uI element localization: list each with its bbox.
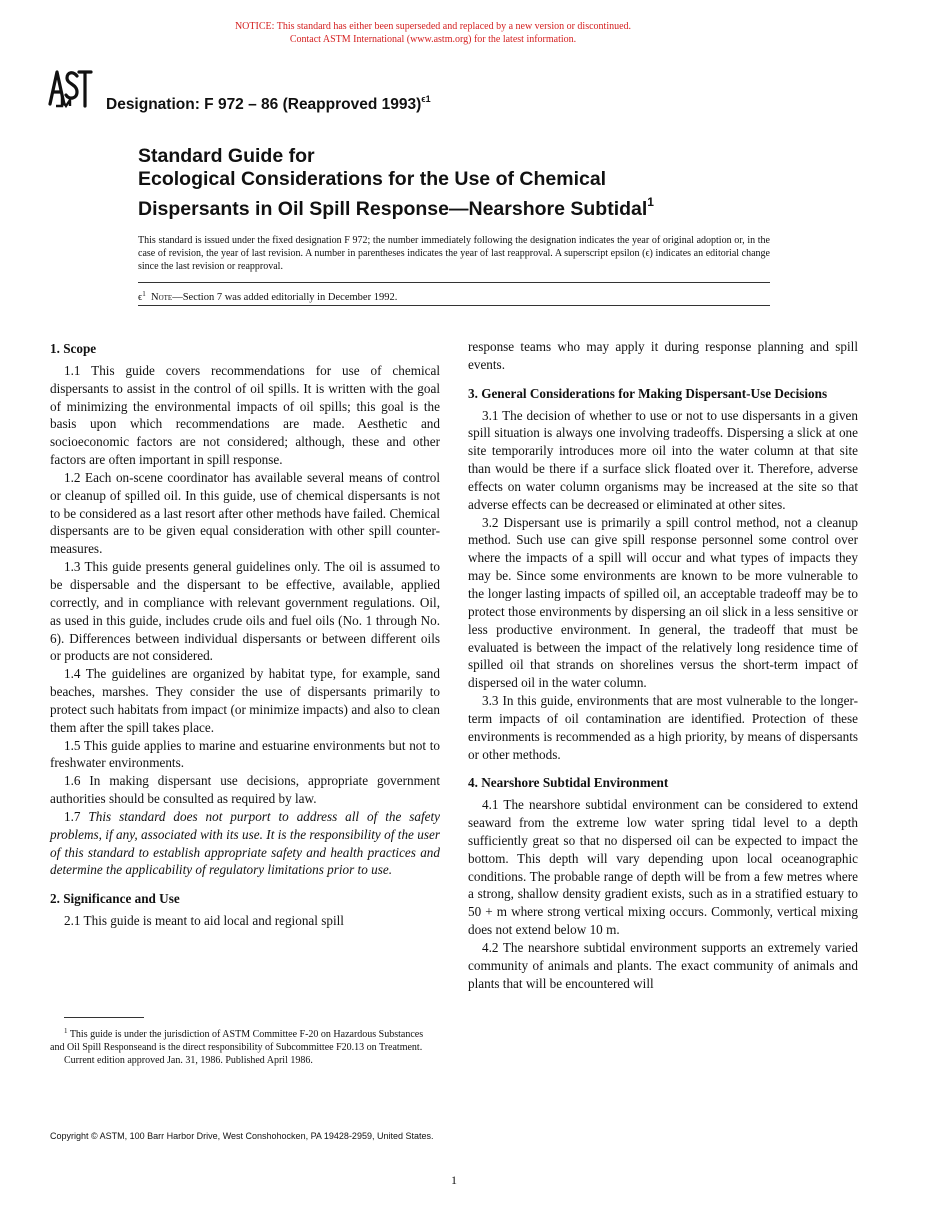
paragraph: 2.1 This guide is meant to aid local and regional spill bbox=[64, 913, 344, 929]
astm-logo-icon bbox=[48, 66, 96, 110]
copyright: Copyright © ASTM, 100 Barr Harbor Drive, West Conshohocken, PA 19428-2959, United States. bbox=[50, 1131, 434, 1141]
safety-caveat: This standard does not purport to address all of the safety problems, if any, associated with its use. It is the responsibility of the user of this standard to establish appropriate safety and health practices and determine the applicability of regulatory limitations prior to use. bbox=[50, 808, 441, 878]
paragraph: 1.1 This guide covers recommendations for use of chemical dispersants to assist in the control of oil spills. It is written with the goal of minimizing the environmental impacts of oil spills; this goal is the basis upon which recommendations are made. Aesthetic and socioeconomic factors are not considered; although, these and other factors are often important in spill response. bbox=[50, 362, 440, 468]
designation bbox=[106, 94, 431, 114]
svg-text:ASTM: ASTM bbox=[72, 80, 75, 81]
footnote-edition: Current edition approved Jan. 31, 1986. Published April 1986. bbox=[64, 1055, 313, 1067]
footnote-divider bbox=[64, 1017, 144, 1018]
right-column bbox=[468, 338, 858, 993]
supersession-notice bbox=[0, 20, 866, 46]
paragraph: response teams who may apply it during response planning and spill events. bbox=[468, 339, 858, 372]
section-heading: 4. Nearshore Subtidal Environment bbox=[468, 775, 669, 791]
paragraph: 1.2 Each on-scene coordinator has available several means of control or cleanup of spilled oil. In this guide, use of chemical dispersants is not to be considered as a last resort after other methods have failed. Chemical dispersants are to be given equal consideration with other spill counter-measures. bbox=[50, 469, 440, 557]
note-sup: 1 bbox=[142, 290, 146, 298]
note-label: Note bbox=[151, 292, 173, 303]
paragraph: 4.1 The nearshore subtidal environment can be considered to extend seaward from the extreme low water spring tidal level to a depth sufficiently great so that no dispersed oil can be expected to impact the bottom. This depth will vary depending upon local oceanographic conditions. The probable range of depth will be from a few metres where a strong, shallow density gradient exists, such as in a stratified estuary to 50 + m where strong vertical mixing occurs. Commonly, vertical mixing does not extend below 10 m. bbox=[468, 797, 858, 938]
left-column bbox=[50, 338, 440, 930]
section-heading: 2. Significance and Use bbox=[50, 891, 180, 907]
notice-line-2: Contact ASTM International (www.astm.org) for the latest information. bbox=[289, 34, 577, 45]
footnote-text: $^1$ This guide is under the jurisdiction of ASTM Committee F-20 on Hazardous Substances and Oil Spill Responseand is the direct responsibility of Subcommittee F20.13 on Treatment. bbox=[50, 1027, 424, 1054]
paragraph: 1.5 This guide applies to marine and estuarine environments but not to freshwater environments. bbox=[50, 737, 440, 771]
paragraph: 3.3 In this guide, environments that are most vulnerable to the longer-term impacts of oil contamination are identified. Protection of these environments is recommended as a high priority, by means of dispersants or other methods. bbox=[468, 693, 858, 762]
designation-superscript: ϵ1 bbox=[421, 94, 431, 104]
section-heading: 1. Scope bbox=[50, 341, 97, 356]
paragraph: 1.6 In making dispersant use decisions, appropriate government authorities should be consulted as required by law. bbox=[50, 773, 440, 807]
page-number: 1 bbox=[451, 1173, 457, 1187]
paragraph: 3.1 The decision of whether to use or not to use dispersants in a given spill situation is always one involving tradeoffs. Dispersing a slick at one site temporarily introduces more oil into the water column at that site than would be there if a surface slick floated over it. Therefore, adverse effects on water column organisms may be increased at the site so that adverse effects can be decreased or eliminated at other sites. bbox=[468, 407, 858, 512]
document-title bbox=[138, 145, 778, 221]
notice-line-1: NOTICE: This standard has either been superseded and replaced by a new version or discontinued. bbox=[234, 21, 632, 32]
title-line-2: Ecological Considerations for the Use of Chemical bbox=[138, 168, 607, 190]
title-line-1: Standard Guide for bbox=[138, 145, 315, 167]
paragraph: 1.7 This standard does not purport to address all of the safety problems, if any, associated with its use. It is the responsibility of the user of this standard to establish appropriate safety and health practices and determine the applicability of regulatory limitations prior to use. bbox=[50, 808, 441, 878]
divider bbox=[138, 305, 770, 306]
paragraph: 1.4 The guidelines are organized by habitat type, for example, sand beaches, marshes. They consider the use of dispersants primarily to protect such habitats from impact (or minimize impacts) and also to clean them after the spill takes place. bbox=[50, 666, 440, 735]
issue-statement: This standard is issued under the fixed designation F 972; the number immediately following the designation indicates the year of original adoption or, in the case of revision, the year of last revision. A number in parentheses indicates the year of last reapproval. A superscript epsilon (ϵ) indicates an editorial change since the last revision or reapproval. bbox=[138, 235, 770, 273]
title-line-3: Dispersants in Oil Spill Response—Nearshore Subtidal$^1$ bbox=[138, 195, 654, 220]
editorial-note bbox=[138, 287, 770, 305]
note-text: —Section 7 was added editorially in December 1992. bbox=[172, 292, 398, 303]
paragraph: 3.2 Dispersant use is primarily a spill control method, not a cleanup method. Such use can give spill response personnel some control over where the impacts of a spill will occur and what types of impacts they may be. Since some environments are known to be more vulnerable to the longer lasting impacts of spilled oil, an acceptable tradeoff may be to protect those environments by dispersing an oil slick in a less sensitive or less productive environment. In general, the tradeoff that must be evaluated is between the impact of the relatively long residence time of spilled oil that strands on shorelines versus the short-term impact of dispersed oil in the water column. bbox=[468, 514, 858, 691]
footnote bbox=[50, 1025, 440, 1068]
paragraph: 1.3 This guide presents general guidelines only. The oil is assumed to be dispersable and the dispersant to be effective, available, applied correctly, and in compliance with relevant government regulations. Oil, as used in this guide, includes crude oils and fuel oils (No. 1 through No. 6). Differences between individual dispersants or between different oils or products are not considered. bbox=[50, 559, 440, 664]
section-heading: 3. General Considerations for Making Dispersant-Use Decisions bbox=[468, 385, 828, 401]
note-epsilon: ϵ bbox=[138, 292, 143, 303]
paragraph: 4.2 The nearshore subtidal environment supports an extremely varied community of animals and plants. The exact community of animals and plants that will be encountered will bbox=[468, 940, 858, 991]
title-footnote-ref: 1 bbox=[647, 195, 654, 209]
designation-text: Designation: F 972 – 86 (Reapproved 1993) bbox=[106, 96, 422, 113]
divider bbox=[138, 282, 770, 283]
